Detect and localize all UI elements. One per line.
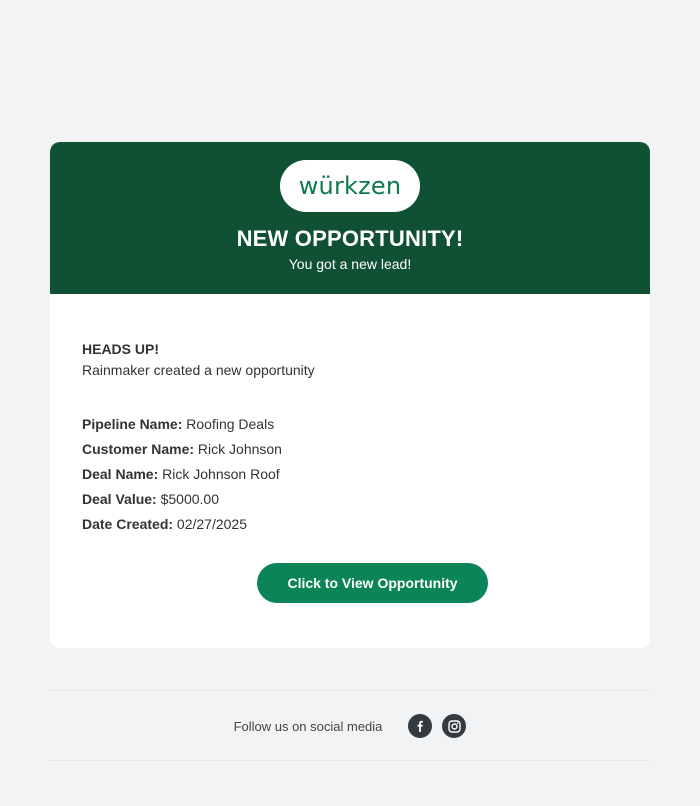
- header-subtitle: You got a new lead!: [288, 256, 412, 272]
- detail-label: Date Created:: [82, 516, 174, 532]
- detail-deal-name: [82, 462, 618, 487]
- detail-value: $5000.00: [160, 491, 219, 507]
- deal-details: [82, 412, 618, 537]
- heads-up-heading: HEADS UP!: [82, 341, 160, 357]
- detail-deal-value: [82, 487, 618, 512]
- detail-date-created: [82, 512, 618, 537]
- footer-divider-top: [50, 690, 650, 691]
- card-header: [50, 142, 650, 294]
- brand-logo: [280, 160, 420, 212]
- detail-customer-name: [82, 437, 618, 462]
- detail-value: Rick Johnson Roof: [162, 466, 280, 482]
- detail-label: Customer Name:: [82, 441, 195, 457]
- detail-label: Pipeline Name:: [82, 416, 183, 432]
- logo-text: würkzen: [298, 172, 402, 200]
- view-opportunity-button[interactable]: Click to View Opportunity: [257, 563, 488, 603]
- detail-value: Roofing Deals: [186, 416, 275, 432]
- detail-label: Deal Value:: [82, 491, 157, 507]
- footer-divider-bottom: [50, 760, 650, 761]
- footer-text: Follow us on social media: [233, 718, 383, 734]
- header-title: NEW OPPORTUNITY!: [236, 226, 464, 251]
- footer: [0, 712, 700, 740]
- instagram-icon[interactable]: [442, 714, 466, 738]
- email-card: [50, 142, 650, 648]
- detail-value: Rick Johnson: [197, 441, 282, 457]
- facebook-icon[interactable]: [408, 714, 432, 738]
- detail-value: 02/27/2025: [176, 516, 247, 532]
- intro-text: Rainmaker created a new opportunity: [82, 362, 315, 378]
- card-body: [82, 340, 618, 537]
- detail-label: Deal Name:: [82, 466, 159, 482]
- detail-pipeline-name: [82, 412, 618, 437]
